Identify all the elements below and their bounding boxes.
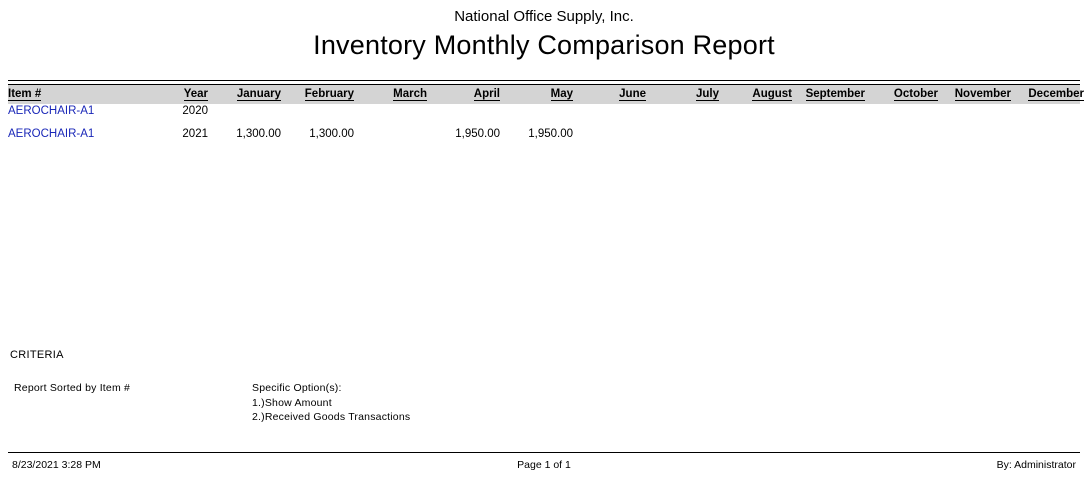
table-row[interactable] (8, 105, 1084, 128)
cell-may (500, 105, 573, 128)
cell-april (427, 105, 500, 128)
cell-item[interactable]: AEROCHAIR-A1 (8, 128, 95, 140)
column-header-july[interactable]: July (695, 88, 719, 100)
cell-february (281, 105, 354, 128)
criteria-options (252, 381, 410, 425)
page-title: Inventory Monthly Comparison Report (313, 30, 775, 60)
table-row[interactable] (8, 128, 1084, 151)
column-header-february[interactable]: February (304, 88, 354, 100)
table-header (8, 88, 1084, 105)
column-header-october[interactable]: October (893, 88, 938, 100)
column-header-december[interactable]: December (1028, 88, 1084, 100)
column-header-may[interactable]: May (550, 88, 573, 100)
criteria-options-title: Specific Option(s): (252, 382, 342, 394)
column-header-september[interactable]: September (805, 88, 865, 100)
column-header-august[interactable]: August (752, 88, 792, 100)
cell-january (208, 105, 281, 128)
criteria-sort-text: Report Sorted by Item # (14, 382, 131, 394)
cell-october (865, 128, 938, 151)
column-header-item[interactable]: Item # (8, 88, 42, 100)
column-header-november[interactable]: November (954, 88, 1011, 100)
cell-september (792, 105, 865, 128)
cell-year: 2020 (182, 105, 208, 117)
cell-year: 2021 (182, 128, 208, 140)
column-header-march[interactable]: March (393, 88, 427, 100)
criteria-heading: CRITERIA (10, 349, 64, 361)
cell-august (719, 128, 792, 151)
column-header-january[interactable]: January (236, 88, 281, 100)
footer-divider (8, 452, 1080, 453)
footer (8, 459, 1080, 475)
cell-item[interactable]: AEROCHAIR-A1 (8, 105, 95, 117)
cell-november (938, 105, 1011, 128)
column-header-year[interactable]: Year (183, 88, 208, 100)
cell-december (1011, 105, 1084, 128)
report-table-wrapper (8, 88, 1084, 151)
cell-january: 1,300.00 (236, 128, 281, 140)
cell-november (938, 128, 1011, 151)
footer-page-number: Page 1 of 1 (517, 459, 571, 471)
cell-april: 1,950.00 (455, 128, 500, 140)
column-header-june[interactable]: June (619, 88, 646, 100)
footer-author: By: Administrator (996, 459, 1076, 471)
cell-march (354, 128, 427, 151)
cell-december (1011, 128, 1084, 151)
report-table (8, 88, 1084, 151)
cell-september (792, 128, 865, 151)
cell-june (573, 105, 646, 128)
cell-july (646, 128, 719, 151)
company-name: National Office Supply, Inc. (454, 8, 634, 25)
criteria-option-1: 1.)Show Amount (252, 396, 332, 409)
cell-october (865, 105, 938, 128)
cell-may: 1,950.00 (528, 128, 573, 140)
cell-february: 1,300.00 (309, 128, 354, 140)
column-header-april[interactable]: April (473, 88, 500, 100)
footer-timestamp: 8/23/2021 3:28 PM (12, 459, 101, 471)
cell-august (719, 105, 792, 128)
criteria-option-2: 2.)Received Goods Transactions (252, 411, 411, 423)
cell-march (354, 105, 427, 128)
table-body (8, 105, 1084, 151)
table-header-row (8, 88, 1084, 105)
cell-july (646, 105, 719, 128)
cell-june (573, 128, 646, 151)
